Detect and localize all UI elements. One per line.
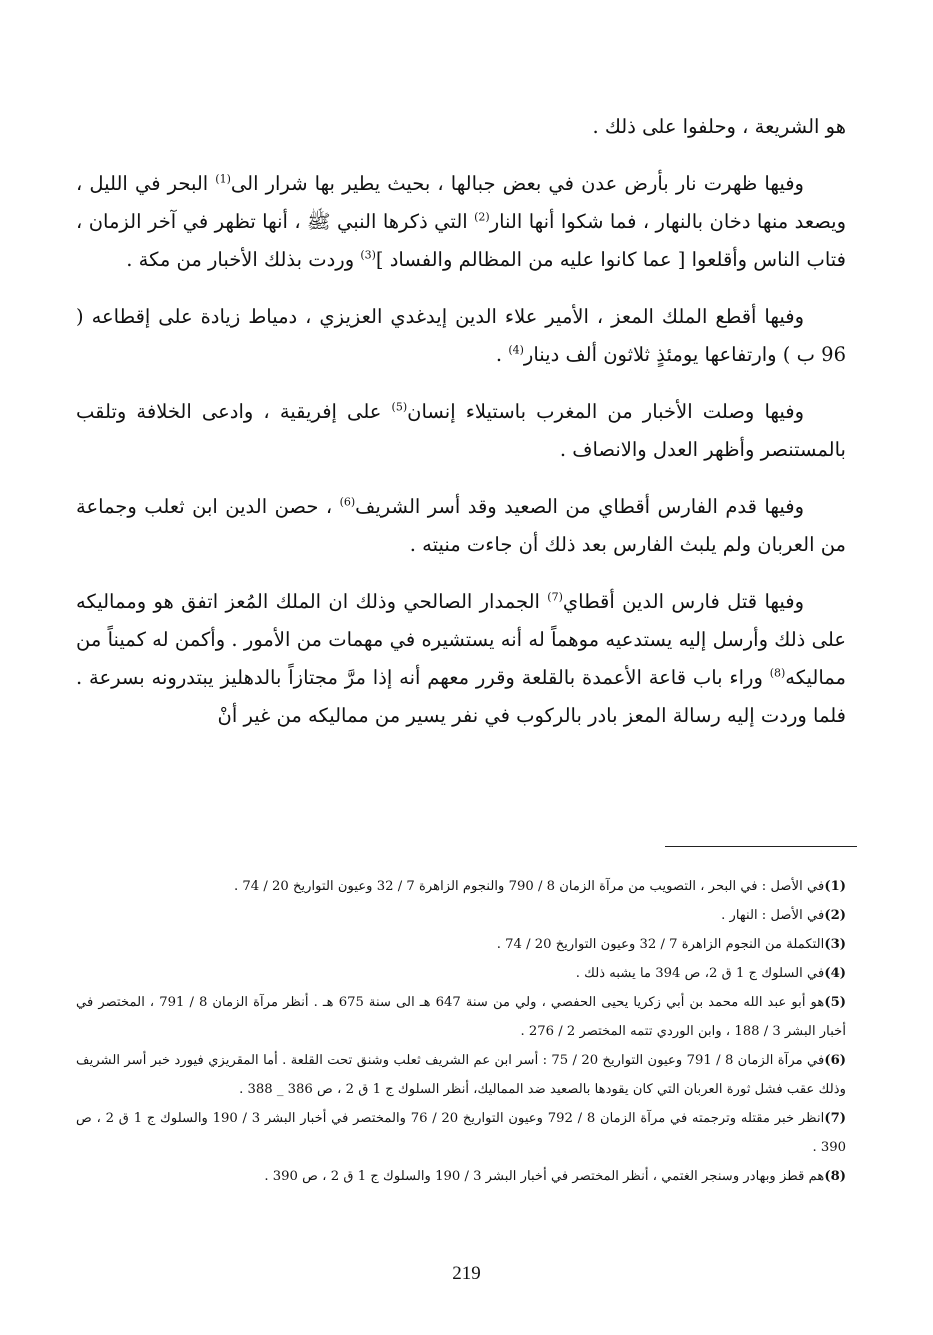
footnote-ref: (4) [508,343,524,357]
footnote: (3)التكملة من النجوم الزاهرة 7 / 32 وعيون التواريخ 20 / 74 . [496,937,846,952]
paragraph-1: هو الشريعة ، وحلفوا على ذلك . [592,115,846,138]
paragraph-3: وفيها أقطع الملك المعز ، الأمير علاء الدين إيدغدي العزيزي ، دمياط زيادة على إقطاعه ( 96 ب ) وارتفاعها يومئذٍ ثلاثون ألف دينار$^{(4)}$ . [76,305,846,366]
footnotes [76,872,846,1191]
paragraph-5: وفيها قدم الفارس أقطاي من الصعيد وقد أسر الشريف$^{(6)}$ ، حصن الدين ابن ثعلب وجماعة من العربان ولم يلبث الفارس بعد ذلك أن جاءت منيته . [76,495,846,556]
footnote: (2)في الأصل : النهار . [721,908,846,923]
footnote-ref: (6) [339,495,356,509]
footnote-separator [665,846,857,847]
footnote-ref: (3) [360,248,376,262]
footnote-ref: (1) [215,172,231,186]
footnote: (7)انظر خبر مقتله وترجمته في مرآة الزمان 8 / 792 وعيون التواريخ 20 / 76 والمختصر في أخبار البشر 3 / 190 والسلوك ج 1 ق 2 ، ص 390 . [76,1111,847,1155]
footnote: (5)هو أبو عبد الله محمد بن أبي زكريا يحيى الحفصي ، ولي من سنة 647 هـ الى سنة 675 هـ . أنظر مرآة الزمان 8 / 791 ، المختصر في أخبار البشر 3 / 188 ، وابن الوردي تتمه المختصر 2 / 276 . [76,995,847,1039]
page-number: 219 [452,1263,481,1284]
footnote: (4)في السلوك ج 1 ق 2، ص 394 ما يشبه ذلك . [575,966,846,981]
paragraph-4: وفيها وصلت الأخبار من المغرب باستيلاء إنسان$^{(5)}$ على إفريقية ، وادعى الخلافة وتلقب بالمستنصر وأظهر العدل والانصاف . [76,400,846,461]
footnote-ref: (5) [391,400,408,414]
footnote: (8)هم قطز وبهادر وسنجر الغتمي ، أنظر المختصر في أخبار البشر 3 / 190 والسلوك ج 1 ق 2 ، ص 390 . [264,1169,846,1184]
footnote-ref: (2) [474,210,490,224]
footnote: (6)في مرآة الزمان 8 / 791 وعيون التواريخ 20 / 75 : أسر ابن عم الشريف ثعلب وشنق تحت القلعة . أما المقريزي فيورد خبر أسر الشريف وذلك عقب فشل ثورة العربان التي كان يقودها بالصعيد ضد المماليك، أنظر السلوك ج 1 ق 2 ، ص 386 _ 388 . [76,1053,847,1097]
main-text [76,108,846,754]
footnote-ref: (8) [769,666,786,680]
paragraph-6: وفيها قتل فارس الدين أقطاي$^{(7)}$ الجمدار الصالحي وذلك ان الملك المُعز اتفق هو ومماليكه على ذلك وأرسل إليه يستدعيه موهماً له أنه يستشيره في مهمات من الأمور . وأكمن له كميناً من مماليكه$^{(8)}$ وراء باب قاعة الأعمدة بالقلعة وقرر معهم أنه إذا مرَّ مجتازاً بالدهليز يبتدرونه بسرعة . فلما وردت إليه رسالة المعز بادر بالركوب في نفر يسير من مماليكه من غير أنْ [76,590,846,727]
footnote: (1)في الأصل : في البحر ، التصويب من مرآة الزمان 8 / 790 والنجوم الزاهرة 7 / 32 وعيون التواريخ 20 / 74 . [233,879,846,894]
footnote-ref: (7) [547,590,563,604]
paragraph-2: وفيها ظهرت نار بأرض عدن في بعض جبالها ، بحيث يطير بها شرار الى$^{(1)}$ البحر في الليل ، ويصعد منها دخان بالنهار ، فما شكوا أنها النار$^{(2)}$ التي ذكرها النبي ﷺ ، أنها تظهر في آخر الزمان ، فتاب الناس وأقلعوا [ عما كانوا عليه من المظالم والفساد ]$^{(3)}$ وردت بذلك الأخبار من مكة . [76,172,846,271]
